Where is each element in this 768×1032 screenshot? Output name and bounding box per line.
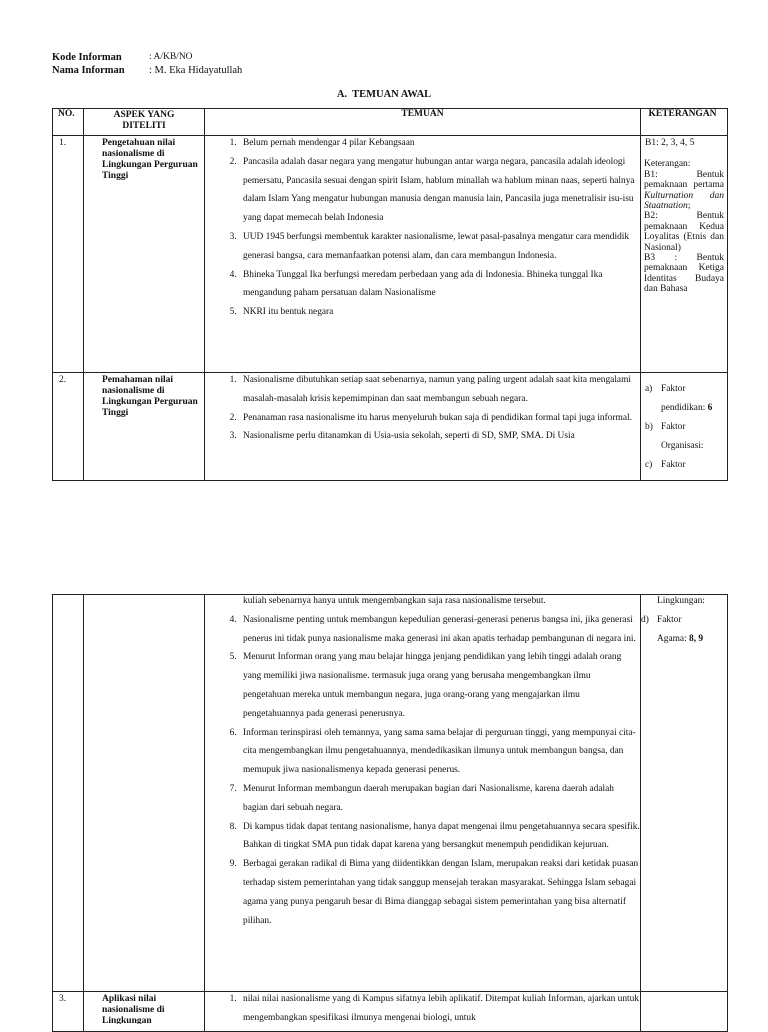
- factor-codes: 8, 9: [689, 634, 704, 644]
- factor-cont: [641, 630, 727, 649]
- factor-marker: c): [645, 460, 653, 470]
- table-row: [53, 595, 728, 992]
- factor-label: Faktor: [661, 384, 686, 394]
- factor-cont: Organisasi:: [661, 441, 704, 451]
- finding-item: 7. Menurut Informan membangun daerah merupakan bagian dari Nasionalisme, karena daerah adalah bagian dari sebuah negara.: [239, 780, 640, 818]
- kode-informan-value: : A/KB/NO: [149, 52, 193, 62]
- finding-item: 3. Nasionalisme perlu ditanamkan di Usia-usia sekolah, seperti di SD, SMP, SMA. Di Usia: [239, 427, 640, 446]
- row-aspect-text: Aplikasi nilai nasionalisme di Lingkungan: [102, 994, 165, 1024]
- row-number: 3.: [53, 992, 84, 1032]
- finding-item: 3. UUD 1945 berfungsi membentuk karakter nasionalisme, lewat pasal-pasalnya mengatur cara mendidik generasi bangsa, cara memanfaatkan potensi alam, dan cara membangun Indonesia.: [239, 228, 640, 266]
- row-findings: [205, 595, 641, 992]
- row-aspect: [84, 595, 205, 992]
- row-aspect: [84, 992, 205, 1032]
- row-keterangan: [641, 373, 728, 481]
- factor-marker: b): [645, 422, 653, 432]
- factor-item: [645, 418, 725, 437]
- finding-item: 4. Bhineka Tunggal Ika berfungsi meredam perbedaan yang ada di Indonesia. Bhineka tunggal Ika mengandung paham persatuan dalam Nasionalisme: [239, 266, 640, 304]
- factor-item: [641, 611, 727, 630]
- factor-label: Faktor: [661, 460, 686, 470]
- nama-informan-label: Nama Informan: [52, 65, 125, 76]
- col-header-keterangan: KETERANGAN: [641, 109, 728, 136]
- factor-codes: 6: [707, 403, 713, 413]
- row-number: 2.: [53, 373, 84, 481]
- factor-marker: a): [645, 384, 653, 394]
- finding-item: 1. nilai nilai nasionalisme yang di Kampus sifatnya lebih aplikatif. Ditempat kuliah Informan, ajarkan untuk mengembangkan spesifikasi ilmunya mengenai biologi, untuk: [239, 992, 640, 1024]
- col-header-no: NO.: [53, 109, 84, 136]
- finding-item: 2. Pancasila adalah dasar negara yang mengatur hubungan antar warga negara, pancasila adalah ideologi pemersatu, Pancasila sesuai dengan spirit Islam, hablum minallah wa hablum minan naas, seperti halnya dalam Islam Yang mengatur hubungan manusia dengan manusia lain, Pancasila juga menetralisir isu-isu yang dapat memecah belah Indonesia: [239, 153, 640, 228]
- kode-informan-line: [52, 52, 193, 63]
- ket-b1-italic: Kulturnation dan Staatnation: [644, 190, 724, 212]
- findings-table: [52, 108, 728, 481]
- row-keterangan: [641, 992, 728, 1032]
- ket-b1-text: B1: Bentuk pemaknaan pertama: [644, 169, 724, 191]
- factor-cont-text: pendidikan:: [661, 403, 706, 413]
- factor-label: Faktor: [657, 615, 682, 625]
- row-number: [53, 595, 84, 992]
- finding-item: 9. Berbagai gerakan radikal di Bima yang diidentikkan dengan Islam, merupakan reaksi dari ketidak puasan terhadap sistem pemerintahan yang tidak sanggup mensejah terakan masyarakat. Sehingga Islam sebagai agama yang punya pengaruh besar di Bima dianggap sebagai sistem pemerintahan yang bisa alternatif pilihan.: [239, 855, 640, 930]
- row-findings: [205, 373, 641, 481]
- section-title: A. TEMUAN AWAL: [336, 89, 432, 100]
- nama-informan-value: : M. Eka Hidayatullah: [149, 65, 243, 76]
- ket-b1-end: ;: [687, 201, 691, 212]
- col-header-temuan: TEMUAN: [205, 109, 641, 136]
- factor-label: Faktor: [661, 422, 686, 432]
- row-aspect: Pemahaman nilai nasionalisme di Lingkungan Perguruan Tinggi: [84, 373, 205, 481]
- nama-informan-line: [52, 65, 243, 76]
- table-row: [53, 992, 728, 1032]
- findings-table-continued: [52, 594, 728, 1032]
- row-keterangan: [641, 136, 728, 373]
- factor-item: [645, 456, 725, 475]
- finding-continuation: kuliah sebenarnya hanya untuk mengembangkan saja rasa nasionalisme tersebut.: [243, 596, 546, 606]
- factor-item: [645, 380, 725, 399]
- finding-item: 5. NKRI itu bentuk negara: [239, 303, 640, 322]
- ket-b1: [644, 170, 724, 212]
- finding-item: 5. Menurut Informan orang yang mau belajar hingga jenjang pendidikan yang lebih tinggi adalah orang yang memiliki jiwa nasionalisme. termasuk juga orang yang berusaha mengembangkan ilmu pengetahuan mereka untuk membangun negara, juga orang-orang yang mengajarkan ilmu pengetahuannya pada generasi penerusnya.: [239, 648, 640, 723]
- row-findings: [205, 136, 641, 373]
- row-number: 1.: [53, 136, 84, 373]
- col-header-aspek: ASPEK YANG DITELITI: [84, 109, 205, 136]
- ket-code-summary: B1: 2, 3, 4, 5: [645, 138, 695, 148]
- table-header-row: [53, 109, 728, 136]
- ket-b2: B2: Bentuk pemaknaan Kedua Loyalitas (Etnis dan Nasional): [644, 211, 724, 253]
- row-keterangan: [641, 595, 728, 992]
- ket-label: Keterangan:: [644, 159, 691, 170]
- factor-cont: Lingkungan:: [657, 596, 705, 606]
- factor-marker: d): [641, 615, 649, 625]
- finding-item: 8. Di kampus tidak dapat tentang nasionalisme, hanya dapat mengenai ilmu pengetahuannya secara spesifik. Bahkan di tingkat SMA pun tidak dapat karena yang bersangkut menempuh pendidikan kejuruan.: [239, 818, 640, 856]
- table-row: [53, 136, 728, 373]
- finding-item: 1. Belum pernah mendengar 4 pilar Kebangsaan: [239, 134, 640, 153]
- finding-item: 4. Nasionalisme penting untuk membangun kepedulian generasi-generasi penerus bangsa ini, jika generasi penerus ini tidak punya nasionalisme maka generasi ini akan apatis terhadap pembangunan di negara ini.: [239, 611, 640, 649]
- factor-cont-text: Agama:: [657, 634, 687, 644]
- factor-cont: [645, 399, 725, 418]
- kode-informan-label: Kode Informan: [52, 52, 122, 63]
- finding-item: 6. Informan terinspirasi oleh temannya, yang sama sama belajar di perguruan tinggi, yang mempunyai cita-cita mengembangkan ilmu pengetahuannya, mendedikasikan ilmunya untuk membangun bangsa, dan memupuk jiwa nasionalismenya kepada generasi penerus.: [239, 724, 640, 780]
- ket-b3: B3 : Bentuk pemaknaan Ketiga Identitas Budaya dan Bahasa: [644, 253, 724, 295]
- row-aspect: Pengetahuan nilai nasionalisme di Lingkungan Perguruan Tinggi: [84, 136, 205, 373]
- finding-item: 2. Penanaman rasa nasionalisme itu harus menyeluruh bukan saja di pendidikan formal tapi juga informal.: [239, 409, 640, 428]
- row-findings: [205, 992, 641, 1032]
- table-row: [53, 373, 728, 481]
- finding-item: 1. Nasionalisme dibutuhkan setiap saat sebenarnya, namun yang paling urgent adalah saat kita mengalami masalah-masalah krisis kepemimpinan dan saat membangun sebuah negara.: [239, 373, 640, 409]
